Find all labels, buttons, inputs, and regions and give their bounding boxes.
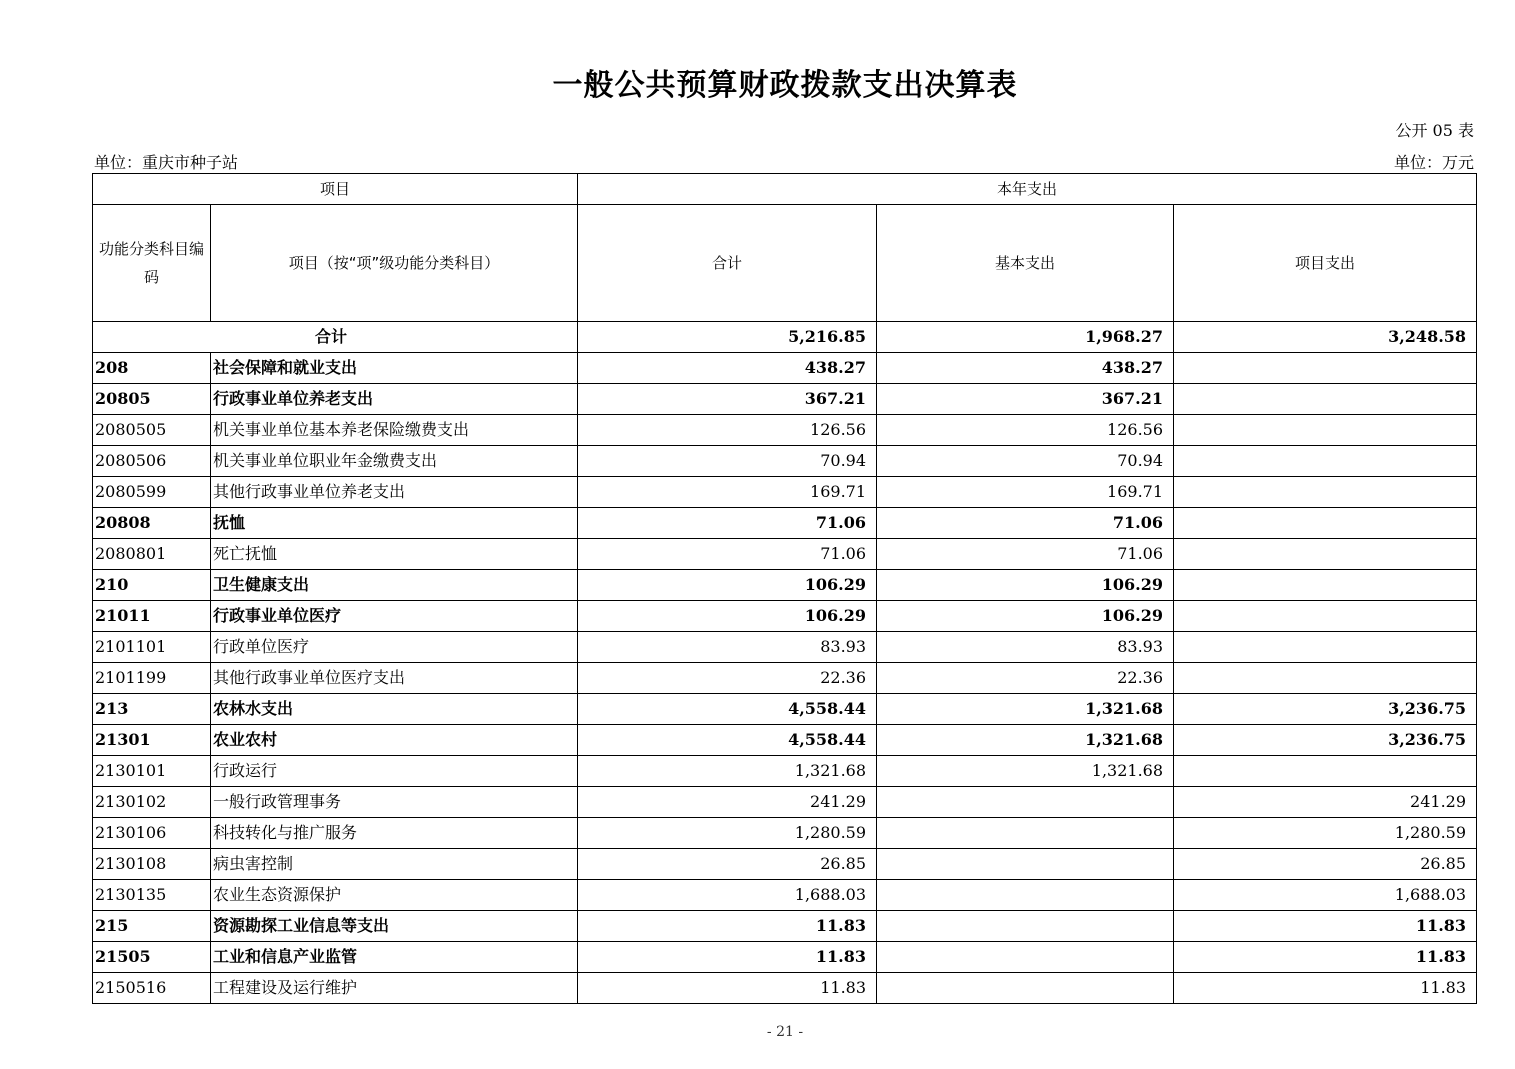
row-code: 2080801 [93,539,211,570]
table-row [93,570,1477,601]
row-code: 2130108 [93,849,211,880]
row-total: 83.93 [578,632,877,663]
row-name: 科技转化与推广服务 [211,818,578,849]
row-basic: 1,321.68 [877,694,1174,725]
row-project: 26.85 [1174,849,1477,880]
row-basic: 367.21 [877,384,1174,415]
row-name: 行政运行 [211,756,578,787]
row-basic: 71.06 [877,508,1174,539]
row-name: 行政事业单位医疗 [211,601,578,632]
row-name: 卫生健康支出 [211,570,578,601]
total-sum: 5,216.85 [578,322,877,353]
row-total: 70.94 [578,446,877,477]
table-row [93,787,1477,818]
row-total: 11.83 [578,911,877,942]
row-code: 215 [93,911,211,942]
row-project: 11.83 [1174,973,1477,1004]
row-project: 11.83 [1174,942,1477,973]
total-label: 合计 [93,322,578,353]
table-row [93,756,1477,787]
row-code: 21301 [93,725,211,756]
row-name: 病虫害控制 [211,849,578,880]
table-row [93,446,1477,477]
total-project: 3,248.58 [1174,322,1477,353]
row-name: 死亡抚恤 [211,539,578,570]
table-row [93,601,1477,632]
row-project [1174,508,1477,539]
row-basic [877,818,1174,849]
row-total: 1,280.59 [578,818,877,849]
row-basic: 438.27 [877,353,1174,384]
row-project: 1,280.59 [1174,818,1477,849]
header-current-year: 本年支出 [578,174,1477,205]
row-basic: 169.71 [877,477,1174,508]
row-total: 106.29 [578,601,877,632]
row-total: 11.83 [578,973,877,1004]
table-row [93,415,1477,446]
row-name: 其他行政事业单位医疗支出 [211,663,578,694]
table-row [93,942,1477,973]
row-name: 行政单位医疗 [211,632,578,663]
table-row [93,849,1477,880]
row-total: 26.85 [578,849,877,880]
row-total: 438.27 [578,353,877,384]
row-project [1174,756,1477,787]
row-total: 241.29 [578,787,877,818]
row-total: 126.56 [578,415,877,446]
row-project [1174,477,1477,508]
row-basic [877,787,1174,818]
row-total: 4,558.44 [578,725,877,756]
row-code: 210 [93,570,211,601]
table-row [93,818,1477,849]
row-basic: 106.29 [877,570,1174,601]
row-code: 2101199 [93,663,211,694]
header-total: 合计 [578,205,877,322]
budget-table [92,173,1477,1004]
row-basic [877,880,1174,911]
row-total: 1,321.68 [578,756,877,787]
header-basic: 基本支出 [877,205,1174,322]
row-basic: 106.29 [877,601,1174,632]
row-code: 2130102 [93,787,211,818]
row-project [1174,632,1477,663]
row-name: 社会保障和就业支出 [211,353,578,384]
row-project [1174,663,1477,694]
header-item: 项目（按“项”级功能分类科目） [211,205,578,322]
row-total: 71.06 [578,539,877,570]
row-code: 2101101 [93,632,211,663]
row-project [1174,353,1477,384]
row-basic: 22.36 [877,663,1174,694]
row-basic [877,911,1174,942]
row-basic [877,973,1174,1004]
row-name: 农业农村 [211,725,578,756]
row-name: 一般行政管理事务 [211,787,578,818]
row-project [1174,539,1477,570]
row-total: 22.36 [578,663,877,694]
form-number: 公开 05 表 [1395,121,1474,140]
row-project [1174,601,1477,632]
row-name: 工业和信息产业监管 [211,942,578,973]
row-total: 4,558.44 [578,694,877,725]
row-name: 其他行政事业单位养老支出 [211,477,578,508]
row-basic [877,942,1174,973]
row-code: 2080506 [93,446,211,477]
row-code: 2130101 [93,756,211,787]
row-project [1174,570,1477,601]
table-row [93,663,1477,694]
table-row [93,539,1477,570]
table-row [93,508,1477,539]
row-total: 1,688.03 [578,880,877,911]
row-code: 213 [93,694,211,725]
row-basic [877,849,1174,880]
table-row [93,973,1477,1004]
row-project [1174,446,1477,477]
row-project [1174,415,1477,446]
table-row [93,725,1477,756]
row-name: 行政事业单位养老支出 [211,384,578,415]
header-project-expense: 项目支出 [1174,205,1477,322]
row-basic: 83.93 [877,632,1174,663]
total-basic: 1,968.27 [877,322,1174,353]
table-row [93,632,1477,663]
row-code: 2130106 [93,818,211,849]
unit-currency: 单位：万元 [1393,153,1474,172]
row-name: 工程建设及运行维护 [211,973,578,1004]
row-basic: 1,321.68 [877,725,1174,756]
header-code: 功能分类科目编码 [93,205,211,322]
row-project: 3,236.75 [1174,725,1477,756]
row-code: 2080599 [93,477,211,508]
table-row [93,477,1477,508]
row-code: 2080505 [93,415,211,446]
row-total: 106.29 [578,570,877,601]
header-project: 项目 [93,174,578,205]
row-project: 3,236.75 [1174,694,1477,725]
row-name: 资源勘探工业信息等支出 [211,911,578,942]
table-row [93,911,1477,942]
row-basic: 71.06 [877,539,1174,570]
header-row-1 [93,174,1477,205]
unit-organization: 单位：重庆市种子站 [94,153,239,172]
row-project: 11.83 [1174,911,1477,942]
row-code: 208 [93,353,211,384]
row-name: 农业生态资源保护 [211,880,578,911]
row-total: 71.06 [578,508,877,539]
row-code: 2130135 [93,880,211,911]
row-name: 农林水支出 [211,694,578,725]
table-row [93,880,1477,911]
row-project: 241.29 [1174,787,1477,818]
row-name: 机关事业单位职业年金缴费支出 [211,446,578,477]
page-number: - 21 - [766,1024,804,1040]
row-total: 169.71 [578,477,877,508]
page-title: 一般公共预算财政拨款支出决算表 [552,68,1018,103]
row-name: 机关事业单位基本养老保险缴费支出 [211,415,578,446]
row-basic: 70.94 [877,446,1174,477]
row-name: 抚恤 [211,508,578,539]
row-total: 367.21 [578,384,877,415]
row-project: 1,688.03 [1174,880,1477,911]
row-code: 21011 [93,601,211,632]
header-row-2 [93,205,1477,322]
row-total: 11.83 [578,942,877,973]
table-row [93,694,1477,725]
row-basic: 126.56 [877,415,1174,446]
row-code: 2150516 [93,973,211,1004]
row-code: 20808 [93,508,211,539]
row-code: 20805 [93,384,211,415]
total-row [93,322,1477,353]
table-row [93,384,1477,415]
row-basic: 1,321.68 [877,756,1174,787]
row-code: 21505 [93,942,211,973]
row-project [1174,384,1477,415]
table-row [93,353,1477,384]
